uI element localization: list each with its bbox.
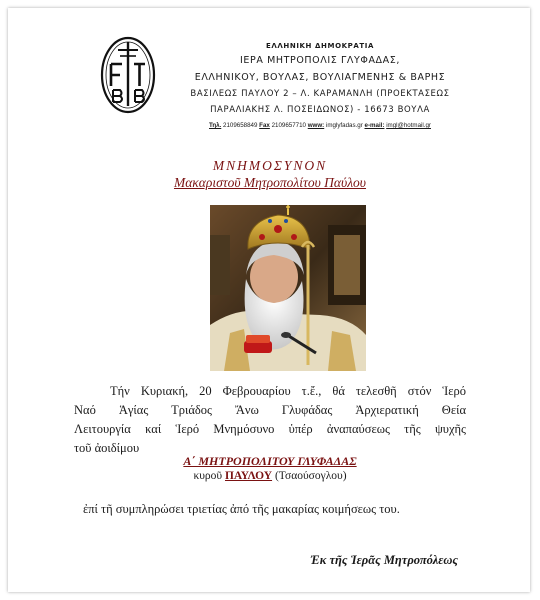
paragraph-line: Λειτουργία καί Ἱερό Μνημόσυνο ὑπέρ ἀναπαύσεως τῆς ψυχῆς	[74, 422, 466, 436]
name-prefix: κυροῦ	[193, 470, 223, 482]
website-link[interactable]: imglyfadas.gr	[325, 122, 363, 129]
fax-label: Fax	[259, 122, 270, 129]
document-title: ΜΝΗΜΟΣΥΝΟΝ	[212, 158, 328, 173]
letterhead-regions: ΕΛΛΗΝΙΚΟΥ, ΒΟΥΛΑΣ, ΒΟΥΛΙΑΓΜΕΝΗΣ & ΒΑΡΗΣ	[194, 72, 446, 83]
letterhead-state: ΕΛΛΗΝΙΚΗ ΔΗΜΟΚΡΑΤΙΑ	[265, 42, 375, 50]
www-label: www:	[307, 122, 325, 129]
name-highlight: ΠΑΥΛΟΥ	[224, 470, 273, 482]
letterhead-contact	[150, 122, 490, 129]
paragraph-line: Ναό Ἁγίας Τριάδος Ἄνω Γλυφάδας Ἀρχιερατική Θεία	[74, 403, 466, 417]
paragraph-line: τοῦ ἀοιδίμου	[74, 441, 140, 455]
announcement-paragraph	[74, 382, 466, 458]
email-link[interactable]: imgl@hotmail.gr	[386, 122, 431, 129]
paragraph-line: Τήν Κυριακή, 20 Φεβρουαρίου τ.ἔ., θά τελεσθῆ στόν Ἱερό	[110, 384, 466, 398]
letterhead-address-cont: ΠΑΡΑΛΙΑΚΗΣ Λ. ΠΟΣΕΙΔΩΝΟΣ) - 16673 ΒΟΥΛΑ	[210, 105, 430, 115]
letterhead	[150, 42, 490, 129]
tel-number: 2109658849	[223, 122, 258, 129]
fax-number: 2109657710	[271, 122, 306, 129]
letterhead-address: ΒΑΣΙΛΕΩΣ ΠΑΥΛΟΥ 2 – Λ. ΚΑΡΑΜΑΝΛΗ (ΠΡΟΕΚΤΑΣΕΩΣ	[190, 89, 450, 99]
tel-label: Τηλ.	[209, 122, 222, 129]
name-surname: (Τσαούσογλου)	[274, 470, 347, 482]
deceased-title: Α΄ ΜΗΤΡΟΠΟΛΙΤΟΥ ΓΛΥΦΑΔΑΣ	[183, 454, 357, 468]
letterhead-metropolis: ΙΕΡΑ ΜΗΤΡΟΠΟΛΙΣ ΓΛΥΦΑΔΑΣ,	[240, 55, 400, 66]
signature-text: Ἐκ τῆς Ἱερᾶς Μητροπόλεως	[310, 553, 458, 567]
document-subtitle: Μακαριστοῦ Μητροπολίτου Παύλου	[173, 175, 367, 190]
metropolitan-portrait-photo	[210, 205, 366, 371]
metropolis-seal-logo	[100, 36, 156, 114]
deceased-name	[0, 470, 540, 482]
email-label: e-mail:	[364, 122, 385, 129]
occasion-text: ἐπί τῆ συμπληρώσει τριετίας ἀπό τῆς μακαρίας κοιμήσεως του.	[83, 502, 400, 516]
